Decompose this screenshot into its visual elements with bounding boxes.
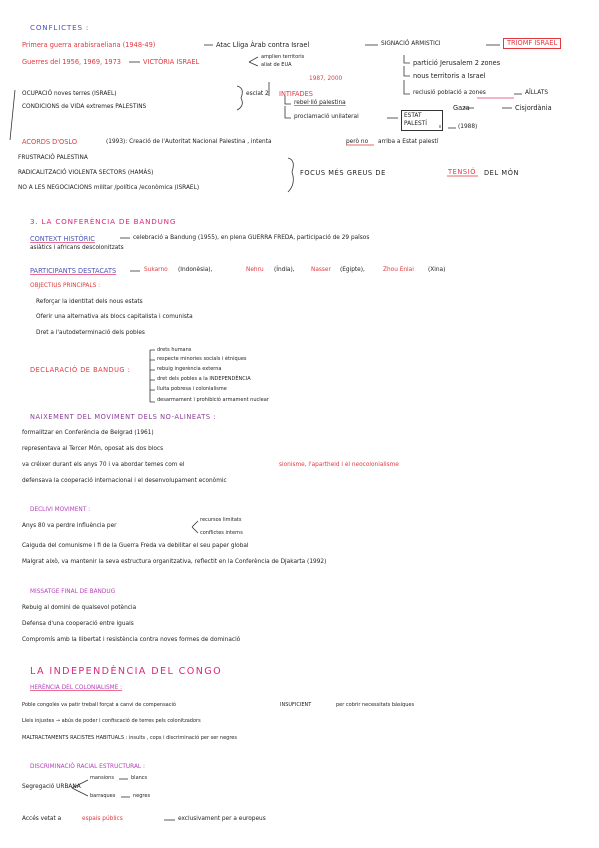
text-reclusio: reclusió població a zones <box>413 90 486 96</box>
text-blancs: blancs <box>131 775 148 781</box>
text-aliat-eua: aliat de EUA <box>261 62 292 68</box>
text-pero-no: però no <box>346 139 369 145</box>
text-guerres: Guerres del 1956, 1969, 1973 <box>22 58 121 66</box>
text-arriba-estat: arriba a Estat palestí <box>378 139 439 145</box>
text-segregacio: Segregació URBANA <box>22 784 81 790</box>
text-herencia-1b: INSUFICIENT <box>280 702 312 708</box>
text-context-1: celebració a Bandung (1955), en plena GUERRA FREDA, participació de 29 països <box>133 235 370 241</box>
text-acces: Accés vetat a <box>22 816 62 822</box>
text-declivi-1a: Anys 80 va perdre influència per <box>22 523 117 529</box>
text-ocupacio: OCUPACIÓ noves terres (ISRAEL) <box>22 91 117 97</box>
text-oslo-desc: (1993): Creació de l'Autoritat Nacional Palestina , intenta <box>106 139 272 145</box>
text-naix-1: formalitzar en Conferència de Belgrad (1961) <box>22 430 154 436</box>
section-title-naixement: NAIXEMENT DEL MOVIMENT DELS NO-ALINEATS : <box>30 413 217 421</box>
text-espais-publics: espais públics <box>82 816 123 822</box>
text-context-2: asiàtics i africans descolonitzats <box>30 245 124 251</box>
text-tensio: TENSIÓ <box>448 168 477 176</box>
text-mansions: mansions <box>90 775 114 781</box>
section-title-congo: LA INDEPENDÈNCIA DEL CONGO <box>30 666 223 677</box>
text-atac-lliga: Atac Lliga Àrab contra Israel <box>216 41 310 49</box>
text-focus: FOCUS MÉS GREUS DE <box>300 169 386 177</box>
label-herencia: HERÈNCIA DEL COLONIALISME : <box>30 685 123 691</box>
text-missatge-1: Rebuig al domini de qualsevol potència <box>22 605 137 611</box>
text-missatge-2: Defensa d'una cooperació entre iguals <box>22 621 134 627</box>
text-zhou-country: (Xina) <box>428 267 446 273</box>
text-decl-5: lluita pobresa i colonialisme <box>157 386 227 392</box>
text-declivi-1b: recursos limitats <box>200 517 242 523</box>
text-decl-6: desarmament i prohibició armament nuclear <box>157 397 269 403</box>
text-radicalitzacio: RADICALITZACIÓ VIOLENTA SECTORS (HAMÀS) <box>18 170 154 176</box>
badge-triomf-israel: TRIOMF ISRAEL <box>503 38 561 49</box>
text-herencia-1a: Poble congolès va patir treball forçat a canvi de compensació <box>22 702 176 708</box>
text-zhou: Zhou Enlai <box>383 267 414 273</box>
text-objectiu-3: Dret a l'autodeterminació dels pobles <box>36 330 145 336</box>
text-objectiu-1: Reforçar la identitat dels nous estats <box>36 299 143 305</box>
text-del-mon: DEL MÓN <box>484 169 520 177</box>
section-title-bandung: 3. LA CONFERÈNCIA DE BANDUNG <box>30 217 177 226</box>
text-missatge-3: Compromís amb la llibertat i resistència contra noves formes de dominació <box>22 637 241 643</box>
text-decl-1: drets humans <box>157 347 192 353</box>
text-nehru-country: (Índia), <box>274 267 295 273</box>
text-naix-4: defensava la cooperació internacional i el desenvolupament econòmic <box>22 478 227 484</box>
text-nasser: Nasser <box>311 267 331 273</box>
text-decl-2: respecte minories socials i ètniques <box>157 356 247 362</box>
text-decl-3: rebuig ingerència externa <box>157 366 222 372</box>
section-title-conflictes: CONFLICTES : <box>30 23 90 32</box>
text-rebellio: rebel·lió palestina <box>294 100 346 106</box>
text-exclusivament: exclusivament per a europeus <box>178 816 266 822</box>
text-gaza: Gaza <box>453 104 470 112</box>
text-herencia-2: Lleis injustes → abús de poder i confiscació de terres pels colonitzadors <box>22 718 201 724</box>
text-1988: (1988) <box>458 124 478 130</box>
text-victoria-israel: VICTÒRIA ISRAEL <box>143 58 200 66</box>
text-primera-guerra: Primera guerra arabisraeliana (1948-49) <box>22 41 156 49</box>
text-negres: negres <box>133 793 151 799</box>
text-nous-territoris: nous territoris a Israel <box>413 72 486 80</box>
label-declaracio: DECLARACIÓ DE BANDUG : <box>30 366 131 374</box>
section-title-missatge: MISSATGE FINAL DE BANDUG <box>30 589 116 595</box>
text-acords-oslo: ACORDS D'OSLO <box>22 138 78 146</box>
text-aillats: AÏLLATS <box>525 90 549 96</box>
section-title-declivi: DECLIVI MOVIMENT : <box>30 507 91 513</box>
text-amplien: amplien territoris <box>261 54 305 60</box>
text-1987-2000: 1987, 2000 <box>309 76 343 82</box>
text-esclat: esclat 2 <box>246 91 269 97</box>
text-nasser-country: (Egipte), <box>340 267 365 273</box>
text-proclamacio: proclamació unilateral <box>294 114 359 120</box>
text-naix-3b: sionisme, l'apartheid i el neocolonialisme <box>279 462 399 468</box>
text-barraques: barraques <box>90 793 116 799</box>
label-context: CONTEXT HISTÒRIC <box>30 235 95 243</box>
text-intifades: INTIFADES <box>279 90 313 98</box>
text-herencia-3: MALTRACTAMENTS RACISTES HABITUALS : insults , cops i discriminació per ser negres <box>22 735 237 741</box>
text-condicions: CONDICIONS de VIDA extremes PALESTINS <box>22 104 147 110</box>
box-estat-palesti: ESTAT PALESTÍ <box>401 110 443 131</box>
text-cisjordania: Cisjordània <box>515 104 552 112</box>
label-participants: PARTICIPANTS DESTACATS <box>30 267 117 275</box>
text-naix-3a: va créixer durant els anys 70 i va abordar temes com el <box>22 462 185 468</box>
text-decl-4: dret dels pobles a la INDEPENDÈNCIA <box>157 376 251 382</box>
text-particio: partició Jerusalem 2 zones <box>413 59 501 67</box>
text-declivi-2: Caiguda del comunisme i fi de la Guerra Freda va debilitar el seu paper global <box>22 543 249 549</box>
label-discriminacio: DISCRIMINACIÓ RACIAL ESTRUCTURAL : <box>30 764 145 770</box>
text-sukarno: Sukarno <box>144 267 168 273</box>
text-sukarno-country: (Indonèsia), <box>178 267 213 273</box>
text-objectiu-2: Oferir una alternativa als blocs capitalista i comunista <box>36 314 193 320</box>
text-declivi-3: Malgrat això, va mantenir la seva estructura organitzativa, reflectit en la Conferència de Djakarta (1992) <box>22 559 327 565</box>
text-declivi-1c: conflictes interns <box>200 530 243 536</box>
text-no-negociacions: NO A LES NEGOCIACIONS militar /política /econòmica (ISRAEL) <box>18 185 200 191</box>
text-herencia-1c: per cobrir necessitats bàsiques <box>336 702 415 708</box>
text-frustracio: FRUSTRACIÓ PALESTINA <box>18 155 88 161</box>
text-signacio: SIGNACIÓ ARMISTICI <box>381 41 441 47</box>
text-nehru: Nehru <box>246 267 264 273</box>
text-naix-2: representava al Tercer Món, oposat als dos blocs <box>22 446 164 452</box>
label-objectius: OBJECTIUS PRINCIPALS : <box>30 283 101 289</box>
